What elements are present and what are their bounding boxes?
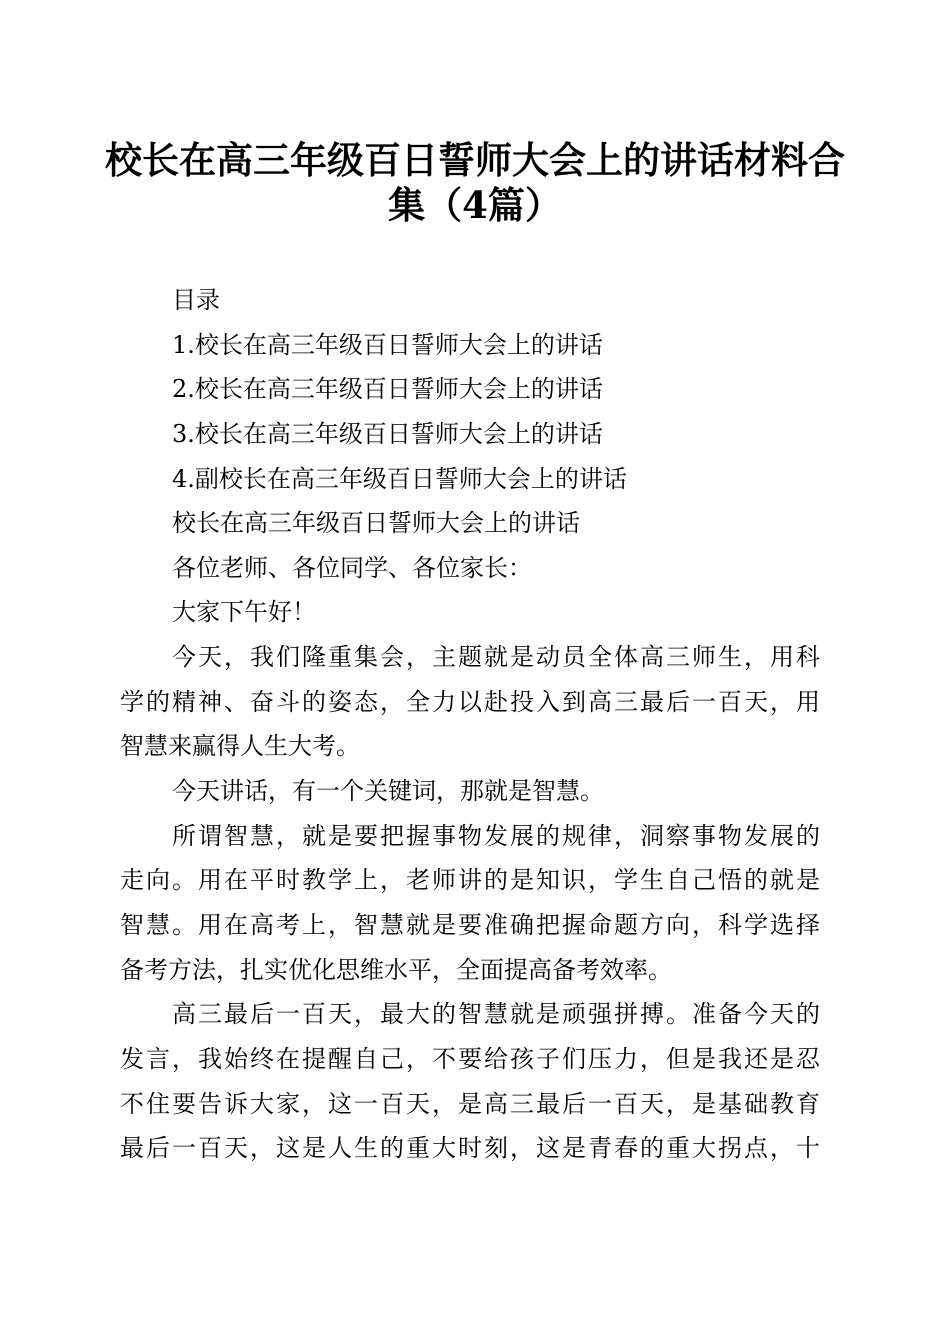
text-line: 各位老师、各位同学、各位家长： (172, 553, 532, 582)
text-line: 发言，我始终在提醒自己，不要给孩子们压力，但是我还是忍 (120, 1044, 820, 1073)
text-line: 备考方法，扎实优化思维水平，全面提高备考效率。 (120, 955, 672, 984)
text-line: 所谓智慧，就是要把握事物发展的规律，洞察事物发展的 (172, 821, 820, 850)
text-line: 目录 (172, 286, 220, 314)
text-line: 走向。用在平时教学上，老师讲的是知识，学生自己悟的就是 (120, 866, 820, 895)
document-body (120, 278, 820, 1171)
text-line: 校长在高三年级百日誓师大会上的讲话 (172, 509, 580, 538)
text-line: 高三最后一百天，最大的智慧就是顽强拼搏。准备今天的 (172, 1000, 820, 1029)
text-line: 智慧来赢得人生大考。 (120, 732, 360, 761)
toc-item: 2.校长在高三年级百日誓师大会上的讲话 (172, 375, 603, 404)
document-title-line-1: 校长在高三年级百日誓师大会上的讲话材料合 (105, 138, 845, 182)
text-line: 学的精神、奋斗的姿态，全力以赴投入到高三最后一百天，用 (120, 687, 820, 716)
text-line: 智慧。用在高考上，智慧就是要准确把握命题方向，科学选择 (120, 910, 820, 939)
document-title-line-2: 集（4篇） (388, 183, 562, 227)
toc-item: 1.校长在高三年级百日誓师大会上的讲话 (172, 330, 603, 359)
toc-item: 3.校长在高三年级百日誓师大会上的讲话 (172, 419, 603, 448)
text-line: 最后一百天，这是人生的重大时刻，这是青春的重大拐点，十 (120, 1134, 820, 1163)
text-line: 今天，我们隆重集会，主题就是动员全体高三师生，用科 (172, 643, 820, 672)
text-line: 不住要告诉大家，这一百天，是高三最后一百天，是基础教育 (120, 1089, 820, 1118)
toc-item: 4.副校长在高三年级百日誓师大会上的讲话 (172, 464, 627, 493)
text-line: 大家下午好！ (172, 598, 316, 627)
text-line: 今天讲话，有一个关键词，那就是智慧。 (172, 777, 604, 806)
